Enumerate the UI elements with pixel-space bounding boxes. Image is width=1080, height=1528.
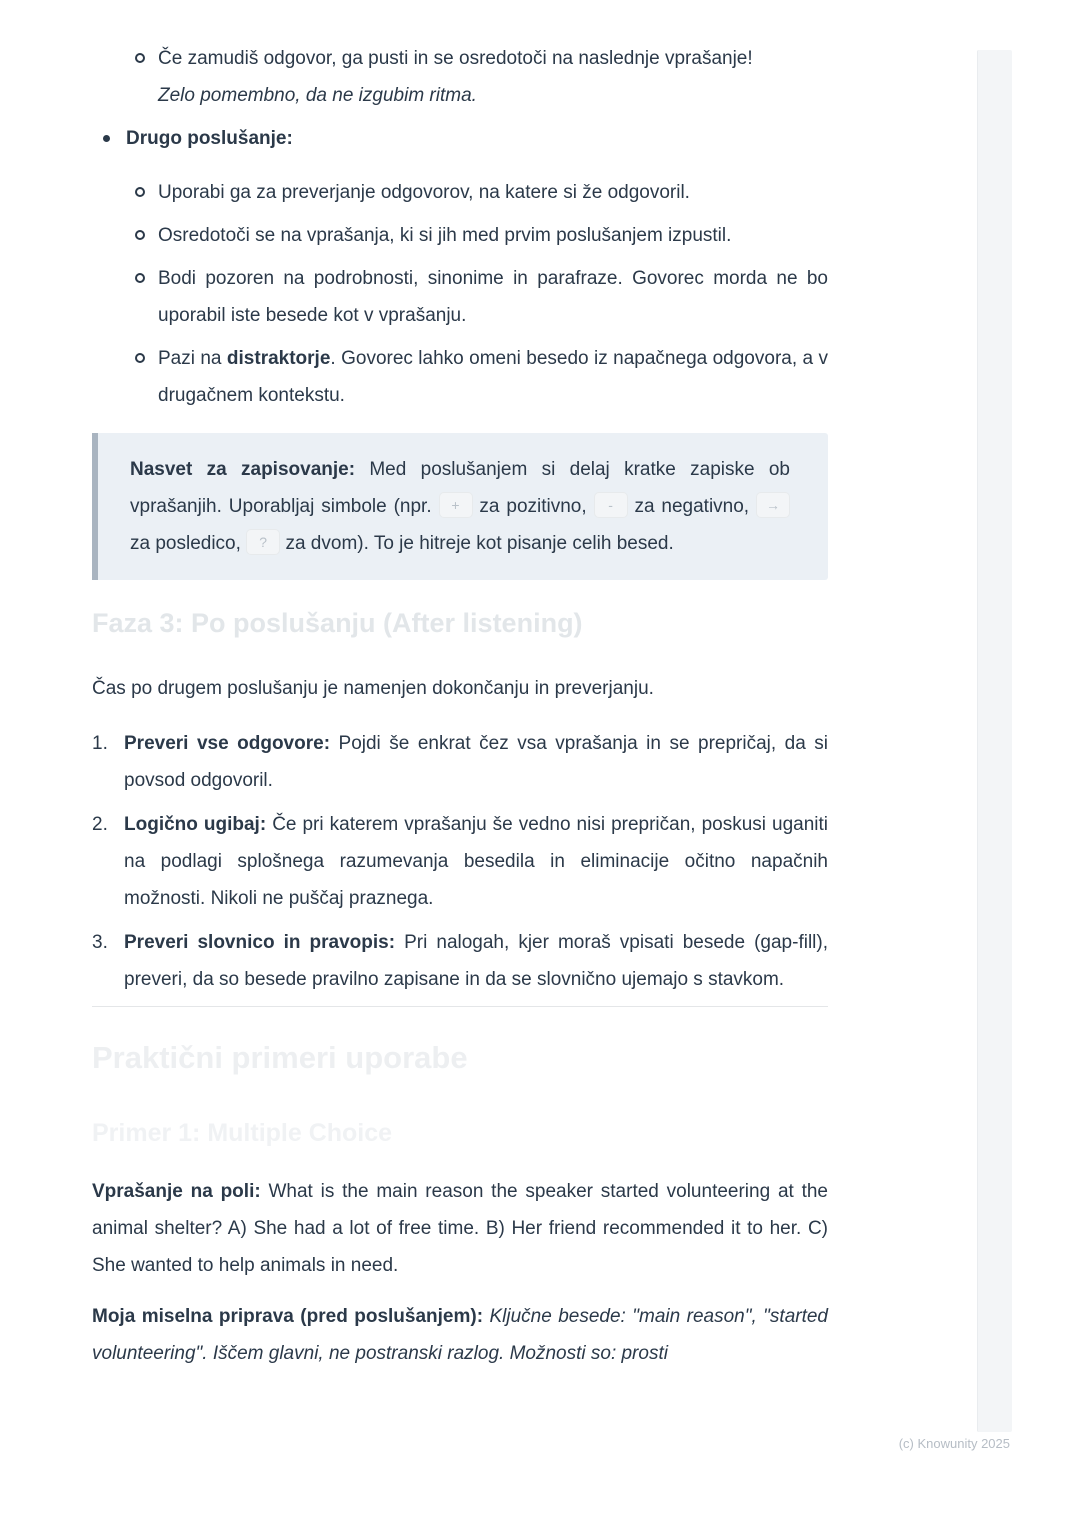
prep-paragraph (92, 1298, 828, 1372)
list-item-title: Drugo poslušanje: (126, 128, 293, 149)
text-run: za pozitivno, (472, 496, 594, 517)
paragraph-text: What is the main reason the speaker started volunteering at the animal shelter? A) She had a lot of free time. B) Her friend recommended it to her. C) She wanted to help animals in need. (92, 1181, 828, 1276)
list-item (92, 174, 828, 211)
text-run: Pazi na (158, 348, 227, 369)
step-item-1 (92, 725, 828, 799)
plus-symbol-chip: + (439, 492, 473, 518)
page-side-strip (977, 50, 1012, 1432)
bullet-circle-icon (135, 187, 145, 197)
text-run-bold: distraktorje (226, 348, 331, 369)
step-number: 3. (92, 932, 108, 953)
step-text: Če pri katerem vprašanju še vedno nisi prepričan, poskusi uganiti na podlagi splošnega razumevanja besedila in eliminacije očitno napačnih možnosti. Nikoli ne puščaj praznega. (124, 814, 828, 909)
arrow-symbol-chip: → (756, 492, 790, 518)
list-item-drugo-poslusanje (92, 120, 828, 157)
callout-lead: Nasvet za zapisovanje: (130, 459, 356, 480)
step-lead: Preveri slovnico in pravopis: (124, 932, 396, 953)
minus-symbol-chip: - (594, 492, 628, 518)
list-item (92, 217, 828, 254)
question-symbol-chip: ? (246, 529, 280, 555)
step-number: 2. (92, 814, 108, 835)
list-item-sentence: Če zamudiš odgovor, ga pusti in se osredotoči na naslednje vprašanje! (158, 48, 753, 69)
copyright-note: (c) Knowunity 2025 (898, 1436, 1010, 1451)
bullet-circle-icon (135, 230, 145, 240)
phase3-steps-list (92, 725, 828, 998)
step-item-3 (92, 924, 828, 998)
paragraph-lead: Moja miselna priprava (pred poslušanjem): (92, 1306, 484, 1327)
step-lead: Logično ugibaj: (124, 814, 267, 835)
phase3-intro-paragraph: Čas po drugem poslušanju je namenjen dokončanju in preverjanju. (92, 678, 654, 699)
section-heading-faza3: Faza 3: Po poslušanju (After listening) (92, 608, 583, 638)
list-item-text (158, 40, 828, 114)
list-item-text: Uporabi ga za preverjanje odgovorov, na katere si že odgovoril. (158, 182, 690, 203)
question-paragraph (92, 1173, 828, 1284)
second-listen-sublist (92, 174, 828, 414)
step-number: 1. (92, 733, 108, 754)
list-item-distraktorji (92, 340, 828, 414)
subsection-heading-primer1: Primer 1: Multiple Choice (92, 1119, 393, 1147)
list-item-text: Bodi pozoren na podrobnosti, sinonime in parafraze. Govorec morda ne bo uporabil iste besede kot v vprašanju. (158, 268, 828, 326)
text-run: Med poslušanjem si delaj kratke zapiske ob vprašanjih. Uporabljaj simbole (npr. (130, 459, 790, 517)
bullet-circle-icon (135, 353, 145, 363)
step-lead: Preveri vse odgovore: (124, 733, 331, 754)
bullet-disc-icon (103, 135, 110, 142)
text-run: za dvom). To je hitreje kot pisanje celih besed. (280, 533, 674, 554)
list-item-note-italic: Zelo pomembno, da ne izgubim ritma. (158, 85, 477, 106)
section-divider (92, 1006, 828, 1007)
list-item-missed-answer (92, 40, 828, 114)
paragraph-lead: Vprašanje na poli: (92, 1181, 261, 1202)
content-column (92, 40, 828, 1372)
bullet-circle-icon (135, 53, 145, 63)
step-item-2 (92, 806, 828, 917)
step-text: Pri nalogah, kjer moraš vpisati besede (gap-fill), preveri, da so besede pravilno zapisane in da se slovnično ujemajo s stavkom. (124, 932, 828, 990)
paragraph-text-italic: Ključne besede: "main reason", "started volunteering". Iščem glavni, ne postranski razlog. Možnosti so: prosti (92, 1306, 829, 1364)
list-item (92, 260, 828, 334)
list-item-text (158, 340, 828, 414)
section-heading-prakticni-primeri: Praktični primeri uporabe (92, 1040, 468, 1075)
text-run: za negativno, (627, 496, 756, 517)
text-run: za posledico, (130, 533, 247, 554)
text-run: . Govorec lahko omeni besedo iz napačnega odgovora, a v drugačnem kontekstu. (158, 348, 829, 406)
note-callout (92, 433, 828, 580)
bullet-circle-icon (135, 273, 145, 283)
list-item-text: Osredotoči se na vprašanja, ki si jih med prvim poslušanjem izpustil. (158, 225, 732, 246)
step-text: Pojdi še enkrat čez vsa vprašanja in se prepričaj, da si povsod odgovoril. (124, 733, 828, 791)
